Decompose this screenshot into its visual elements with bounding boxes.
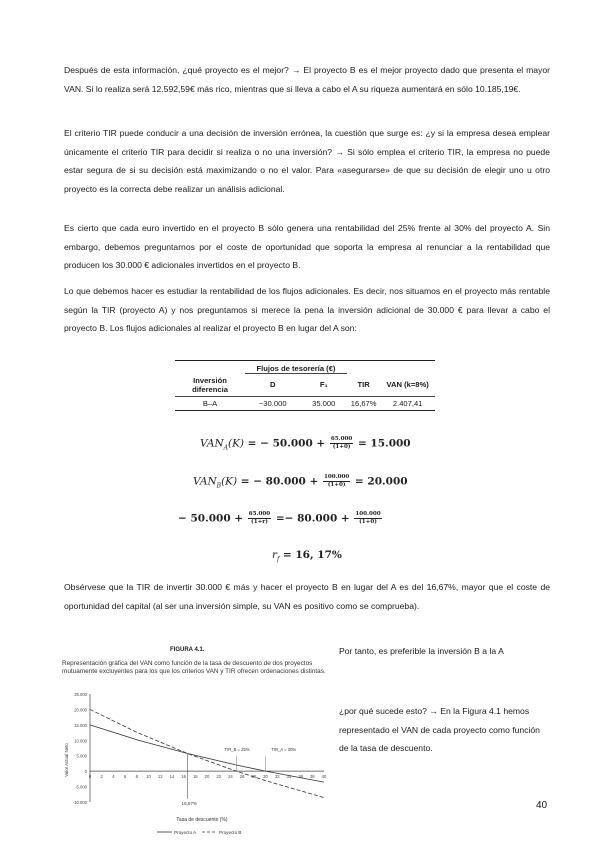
table-header-tir: TIR	[357, 380, 370, 389]
eq-arg: (K)	[221, 475, 238, 488]
fraction-denominator: (1+r)	[251, 519, 268, 525]
x-tick-label: 4	[112, 774, 115, 780]
side-text-question: ¿por qué sucede esto? → En la Figura 4.1 hemos representado el VAN de cada proyecto como función de la tasa de descuento.	[339, 706, 540, 753]
x-axis-label: Tasa de descuento (%)	[176, 817, 228, 823]
figure-title: FIGURA 4.1.	[170, 647, 205, 653]
table-header-f1: F₁	[319, 380, 328, 390]
fraction	[323, 474, 350, 489]
x-tick-label: 28	[251, 774, 257, 780]
eq-mid: =− 80.000 +	[272, 512, 354, 525]
x-tick-label: 18	[192, 774, 198, 780]
x-tick-label: 6	[123, 774, 127, 780]
table-cell: 16,67%	[350, 398, 377, 408]
x-tick-label: 20	[204, 774, 210, 780]
eq-lhs: − 50.000 +	[178, 512, 247, 525]
x-tick-label: 2	[100, 774, 103, 780]
paragraph-tir-incremental: Obsérvese que la TIR de invertir 30.000 € más y hacer el proyecto B en lugar del A es del 16,67%, mayor que el coste de oportunidad del capital (al ser una inversión simple, su VAN es positivo como se comprueba).	[64, 582, 550, 611]
tir-a-annotation: TIR_A = 30%	[271, 747, 297, 753]
x-tick-label: 8	[135, 774, 138, 780]
equation-fisher	[178, 511, 383, 526]
series-line-proyecto-b	[90, 709, 324, 797]
chart-plot-area	[64, 692, 327, 835]
y-tick-label: 25.000	[74, 692, 87, 697]
table-header-d: D	[269, 380, 276, 390]
y-tick-label: 20.000	[74, 707, 87, 713]
x-tick-label: 32	[274, 774, 280, 780]
incremental-flows-table	[175, 360, 435, 411]
y-axis-label: Valor Actual Neto	[64, 743, 69, 777]
fraction-numerator: 100.000	[323, 474, 350, 480]
eq-label: VAN	[200, 437, 224, 450]
x-tick-label: 0	[88, 774, 92, 780]
eq-sub: B	[216, 482, 222, 490]
y-tick-label: 10.000	[74, 738, 87, 744]
fraction-denominator: (1+0)	[332, 444, 351, 450]
page-number: 40	[536, 800, 548, 811]
paragraph-tir-criterion: El criterio TIR puede conducir a una decisión de inversión errónea, la cuestión que surge es: ¿y si la empresa desea emplear únicamente el criterio TIR para decidir si realiza o no una inversión? → Si sólo emplea el criterio TIR, la empresa no puede estar segura de si su decisión está maximizando o no el valor. Para «asegurarse» de que su decisión de elegir uno u otro proyecto es la correcta debe realizar un análisis adicional.	[64, 128, 550, 194]
eq-arg: (K)	[227, 437, 245, 450]
x-tick-label: 16	[181, 774, 186, 780]
fraction-numerator: 100.000	[355, 511, 381, 517]
eq-lhs: = − 80.000 +	[237, 475, 322, 488]
y-tick-label: -10.000	[72, 800, 87, 805]
table-cell: −30.000	[258, 398, 287, 408]
fraction	[354, 511, 381, 526]
legend-label-b: Proyecto B	[219, 830, 242, 835]
eq-label: VAN	[193, 475, 217, 488]
table-group-header: Flujos de tesorería (€)	[245, 361, 347, 374]
fraction	[248, 511, 271, 526]
table-header-van: VAN (k=8%)	[386, 380, 429, 389]
eq-sub: A	[223, 444, 228, 452]
eq-sub: f	[277, 556, 280, 564]
fraction-denominator: (1+0)	[327, 482, 346, 488]
x-tick-label: 22	[216, 774, 222, 780]
paragraph-additional-flows: Lo que debemos hacer es estudiar la rentabilidad de los flujos adicionales. Es decir, nos situamos en el proyecto más rentable según la TIR (proyecto A) y nos preguntamos si merece la pena la inversión adicional de 30.000 € para llevar a cabo el proyecto B. Los flujos adicionales al realizar el proyecto B en lugar del A son:	[64, 286, 550, 333]
y-tick-label: 15.000	[74, 722, 87, 728]
table-header-inversion: Inversión diferencia	[192, 375, 228, 394]
eq-label: r	[272, 549, 278, 561]
eq-rhs: = 20.000	[351, 475, 408, 488]
x-tick-label: 14	[169, 774, 175, 780]
tir-b-annotation: TIR_B = 25%	[224, 747, 250, 753]
y-tick-label: 5.000	[76, 753, 87, 759]
eq-lhs: = − 50.000 +	[244, 437, 329, 450]
equation-van-a	[200, 436, 411, 452]
eq-rhs: = 16, 17%	[279, 549, 342, 561]
x-tick-label: 26	[239, 774, 245, 780]
fisher-annotation: 16,67%	[181, 800, 198, 806]
side-text-conclusion: Por tanto, es preferible la inversión B a la A	[339, 646, 504, 656]
x-tick-label: 36	[298, 774, 303, 780]
fraction-denominator: (1+0)	[359, 519, 377, 525]
table-cell: 2.407,41	[392, 398, 423, 408]
equation-van-b	[193, 474, 408, 490]
fraction	[330, 436, 353, 451]
x-tick-label: 38	[309, 774, 315, 780]
van-chart	[62, 690, 332, 840]
equation-rf	[272, 549, 342, 563]
eq-rhs: = 15.000	[354, 437, 411, 450]
fraction-numerator: 65.000	[248, 511, 271, 517]
x-tick-label: 40	[321, 774, 327, 780]
x-tick-label: 10	[146, 774, 151, 780]
fraction-numerator: 65.000	[330, 436, 353, 442]
y-tick-label: 0	[84, 769, 87, 775]
y-tick-label: -5.000	[75, 784, 87, 790]
table-cell: B–A	[202, 398, 218, 408]
x-tick-label: 24	[228, 774, 233, 780]
x-tick-label: 12	[157, 774, 163, 780]
x-tick-label: 34	[286, 774, 292, 780]
paragraph-opportunity-cost: Es cierto que cada euro invertido en el proyecto B sólo genera una rentabilidad del 25% frente al 30% del proyecto A. Sin embargo, debemos preguntarnos por el coste de oportunidad que soporta la empresa al renunciar a la rentabilidad que producen los 30.000 € adicionales invertidos en el proyecto B.	[64, 223, 550, 270]
table-cell: 35.000	[312, 398, 336, 408]
paragraph-best-project: Después de esta información, ¿qué proyecto es el mejor? → El proyecto B es el mejor proyecto dado que presenta el mayor VAN. Si lo realiza será 12.592,59€ más rico, mientras que si lleva a cabo el A su riqueza aumentará en sólo 10.185,19€.	[64, 65, 550, 94]
legend-label-a: Proyecto A	[174, 830, 197, 835]
x-tick-label: 30	[263, 774, 268, 780]
figure-caption: Representación gráfica del VAN como función de la tasa de descuento de dos proyectos mutuamente excluyentes para los que los criterios VAN y TIR ofrecen ordenaciones distintas.	[62, 660, 326, 676]
